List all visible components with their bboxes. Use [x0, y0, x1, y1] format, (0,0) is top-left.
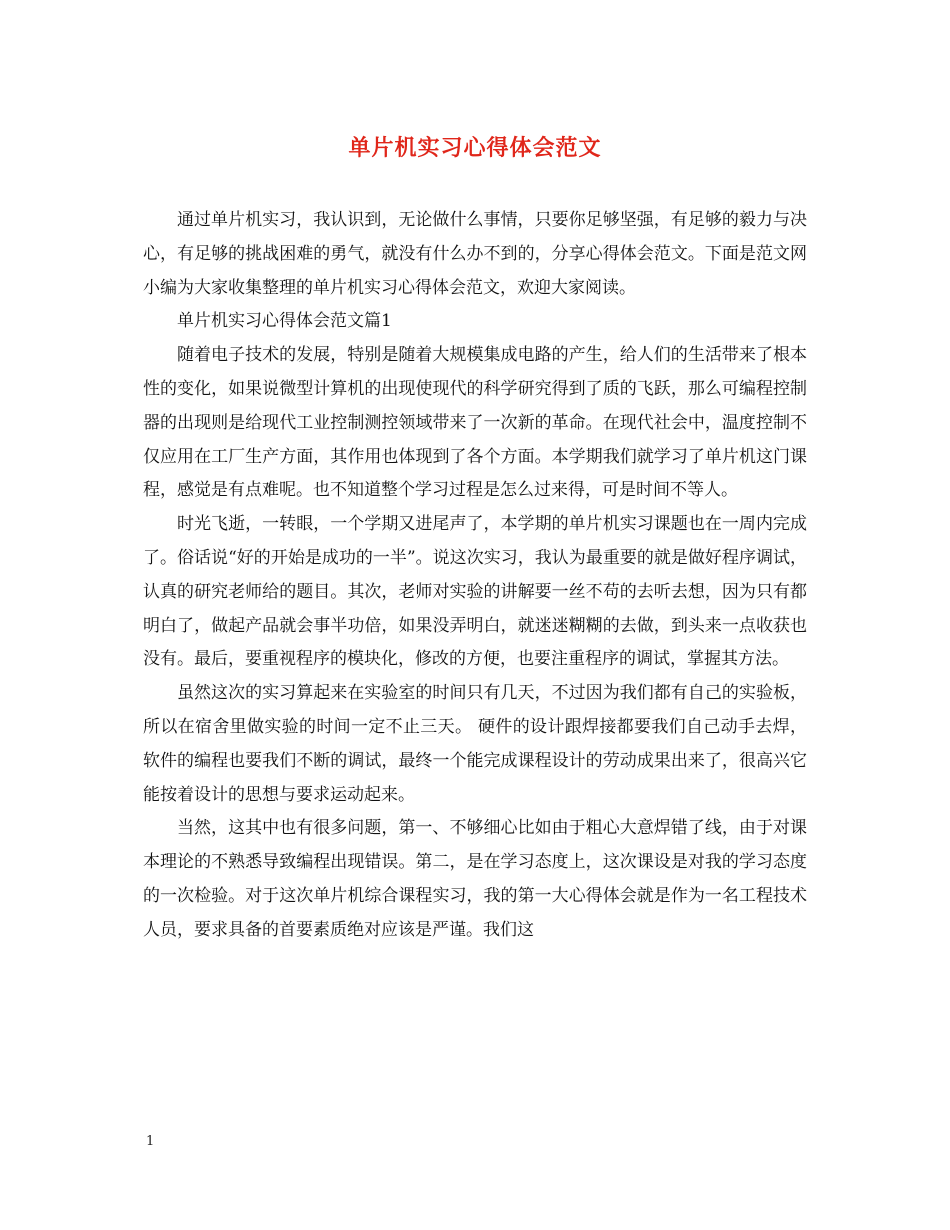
paragraph-4: 当然，这其中也有很多问题，第一、不够细心比如由于粗心大意焊错了线，由于对课本理论的不熟悉导致编程出现错误。第二，是在学习态度上，这次课设是对我的学习态度的一次检验。对于这次单片机综合课程实习，我的第一大心得体会就是作为一名工程技术人员，要求具备的首要素质绝对应该是严谨。我们这: [143, 818, 807, 940]
document-body: [143, 204, 807, 948]
section-heading: 单片机实习心得体会范文篇1: [177, 311, 392, 332]
paragraph-2: 时光飞逝，一转眼，一个学期又进尾声了，本学期的单片机实习课题也在一周内完成了。俗话说“好的开始是成功的一半”。说这次实习，我认为最重要的就是做好程序调试，认真的研究老师给的题目。其次，老师对实验的讲解要一丝不苟的去听去想，因为只有都明白了，做起产品就会事半功倍，如果没弄明白，就迷迷糊糊的去做，到头来一点收获也没有。最后，要重视程序的模块化，修改的方便，也要注重程序的调试，掌握其方法。: [143, 514, 807, 670]
page-number: 1: [146, 1134, 155, 1149]
document-title: 单片机实习心得体会范文: [348, 135, 602, 161]
paragraph-1: 随着电子技术的发展，特别是随着大规模集成电路的产生，给人们的生活带来了根本性的变化，如果说微型计算机的出现使现代的科学研究得到了质的飞跃，那么可编程控制器的出现则是给现代工业控制测控领域带来了一次新的革命。在现代社会中，温度控制不仅应用在工厂生产方面，其作用也体现到了各个方面。本学期我们就学习了单片机这门课程，感觉是有点难呢。也不知道整个学习过程是怎么过来得，可是时间不等人。: [143, 345, 807, 501]
paragraph-3: 虽然这次的实习算起来在实验室的时间只有几天，不过因为我们都有自己的实验板，所以在宿舍里做实验的时间一定不止三天。 硬件的设计跟焊接都要我们自己动手去焊，软件的编程也要我们不断的调试，最终一个能完成课程设计的劳动成果出来了，很高兴它能按着设计的思想与要求运动起来。: [143, 683, 807, 805]
paragraph-intro: 通过单片机实习，我认识到，无论做什么事情，只要你足够坚强，有足够的毅力与决心，有足够的挑战困难的勇气，就没有什么办不到的，分享心得体会范文。下面是范文网小编为大家收集整理的单片机实习心得体会范文，欢迎大家阅读。: [143, 210, 807, 298]
